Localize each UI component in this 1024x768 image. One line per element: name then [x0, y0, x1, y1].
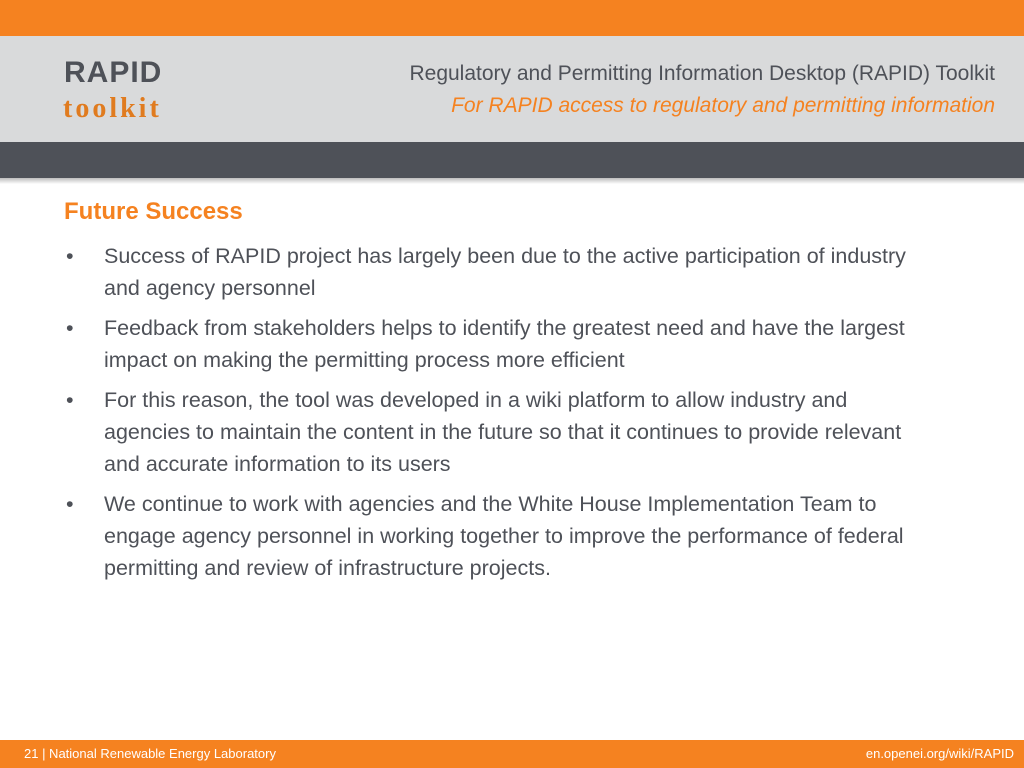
footer-url-link[interactable]: en.openei.org/wiki/RAPID [865, 746, 1014, 761]
bullet-item [64, 384, 914, 480]
slide-header-subtitle: For RAPID access to regulatory and permitting information [451, 94, 995, 117]
logo-toolkit: toolkit [63, 93, 162, 124]
top-accent-bar [0, 0, 1024, 36]
bullet-item [64, 312, 914, 376]
bullet-text: Feedback from stakeholders helps to identify the greatest need and have the largest impact on making the permitting process more efficient [104, 316, 905, 372]
bullet-marker: • [66, 388, 74, 412]
bullet-text: Success of RAPID project has largely been due to the active participation of industry and agency personnel [104, 244, 906, 300]
header-shadow [0, 178, 1024, 184]
footer-slide-number-org: 21 | National Renewable Energy Laboratory [24, 746, 276, 761]
slide-title: Future Success [64, 198, 243, 225]
bullet-marker: • [66, 316, 74, 340]
bullet-marker: • [66, 244, 74, 268]
slide-header-title: Regulatory and Permitting Information Desktop (RAPID) Toolkit [409, 62, 995, 85]
bullet-list [64, 240, 914, 592]
logo-rapid: RAPID [64, 56, 163, 89]
bullet-item [64, 240, 914, 304]
bullet-marker: • [66, 492, 74, 516]
bullet-text: We continue to work with agencies and the White House Implementation Team to engage agency personnel in working together to improve the performance of federal permitting and review of infrastructure projects. [104, 492, 904, 580]
header-dark-bar [0, 142, 1024, 178]
bullet-text: For this reason, the tool was developed in a wiki platform to allow industry and agencies to maintain the content in the future so that it continues to provide relevant and accurate information to its users [104, 388, 902, 476]
bullet-item [64, 488, 914, 584]
